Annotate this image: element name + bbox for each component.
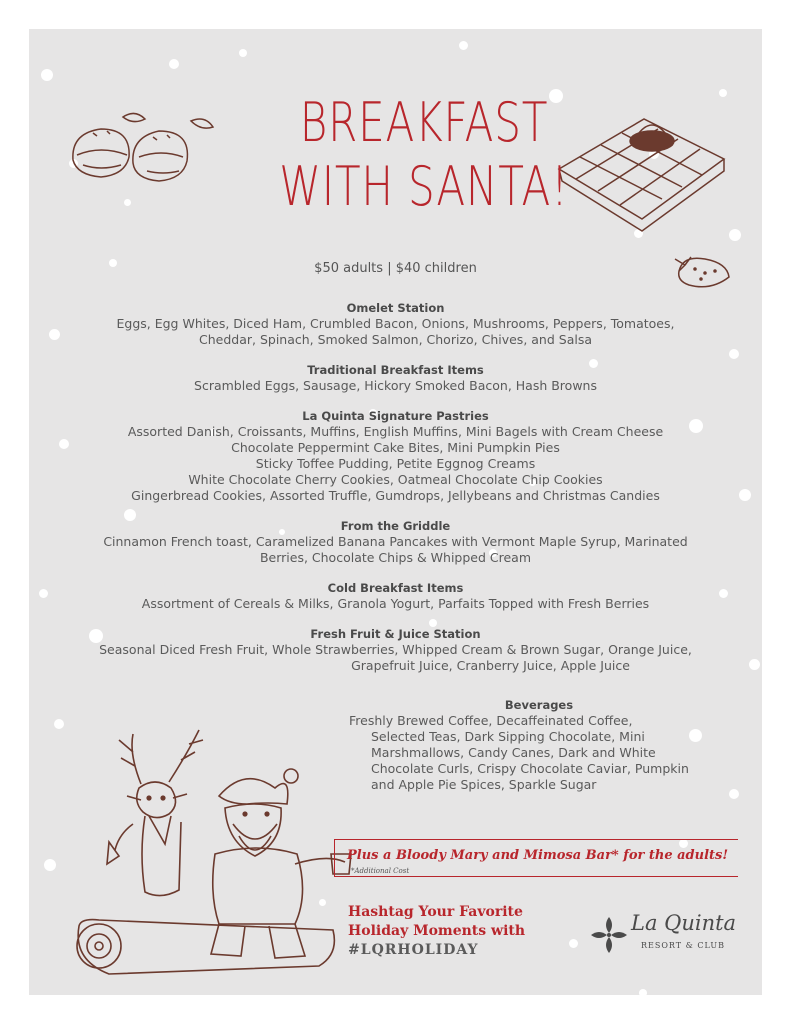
section-line: Assortment of Cereals & Milks, Granola Yogurt, Parfaits Topped with Fresh Berries bbox=[141, 596, 650, 611]
section-cold-breakfast bbox=[29, 581, 762, 612]
snow-dot bbox=[719, 89, 727, 97]
section-line: Selected Teas, Dark Sipping Chocolate, Mini bbox=[371, 729, 645, 744]
section-line: Cinnamon French toast, Caramelized Banana Pancakes with Vermont Maple Syrup, Marinated bbox=[103, 534, 688, 549]
snow-dot bbox=[169, 59, 179, 69]
section-line: Chocolate Curls, Crispy Chocolate Caviar, Pumpkin bbox=[371, 761, 689, 776]
section-title: Cold Breakfast Items bbox=[327, 581, 464, 595]
snow-dot bbox=[41, 69, 53, 81]
santa-reindeer-illustration bbox=[69, 704, 359, 989]
muffins-illustration bbox=[63, 105, 223, 195]
section-line: Grapefruit Juice, Cranberry Juice, Apple Juice bbox=[351, 658, 630, 673]
logo-subtitle: RESORT & CLUB bbox=[641, 941, 725, 950]
price-line: $50 adults | $40 children bbox=[314, 261, 477, 276]
logo-name: La Quinta bbox=[631, 911, 737, 935]
snow-dot bbox=[729, 789, 739, 799]
bar-callout bbox=[334, 839, 738, 877]
section-title: Fresh Fruit & Juice Station bbox=[310, 627, 481, 641]
snow-dot bbox=[44, 859, 56, 871]
waffle-illustration bbox=[554, 109, 734, 239]
section-title: Beverages bbox=[504, 698, 574, 712]
snow-dot bbox=[54, 719, 64, 729]
section-traditional-breakfast bbox=[29, 363, 762, 394]
section-line: and Apple Pie Spices, Sparkle Sugar bbox=[371, 777, 597, 792]
flower-logo-icon bbox=[589, 915, 629, 955]
section-title: Traditional Breakfast Items bbox=[307, 363, 484, 377]
section-griddle bbox=[29, 519, 762, 566]
title-line-1: BREAKFAST bbox=[299, 91, 549, 154]
section-fruit-juice bbox=[29, 627, 762, 674]
bar-note: *Additional Cost bbox=[351, 867, 410, 875]
la-quinta-logo bbox=[589, 909, 739, 969]
section-line: Marshmallows, Candy Canes, Dark and White bbox=[371, 745, 656, 760]
snow-dot bbox=[639, 989, 647, 995]
menu-sections bbox=[29, 301, 762, 689]
section-line: Chocolate Peppermint Cake Bites, Mini Pumpkin Pies bbox=[231, 440, 560, 455]
section-title: La Quinta Signature Pastries bbox=[302, 409, 489, 423]
hashtag-block bbox=[348, 903, 578, 960]
menu-sheet bbox=[29, 29, 762, 995]
section-line: Freshly Brewed Coffee, Decaffeinated Coffee, bbox=[349, 713, 633, 728]
section-signature-pastries bbox=[29, 409, 762, 504]
snow-dot bbox=[459, 41, 468, 50]
section-line: Sticky Toffee Pudding, Petite Eggnog Creams bbox=[255, 456, 536, 471]
hashtag-line-2: Holiday Moments with bbox=[348, 923, 526, 939]
section-beverages bbox=[349, 698, 704, 793]
section-line: Cheddar, Spinach, Smoked Salmon, Chorizo, Chives, and Salsa bbox=[199, 332, 592, 347]
section-title: From the Griddle bbox=[340, 519, 451, 533]
title-line-2: WITH SANTA! bbox=[279, 155, 569, 218]
hashtag-tag: #LQRHOLIDAY bbox=[348, 942, 479, 958]
hashtag-line-1: Hashtag Your Favorite bbox=[348, 904, 523, 920]
section-line: Seasonal Diced Fresh Fruit, Whole Strawberries, Whipped Cream & Brown Sugar, Orange Juice, bbox=[99, 642, 692, 657]
section-title: Omelet Station bbox=[346, 301, 445, 315]
section-line: Eggs, Egg Whites, Diced Ham, Crumbled Bacon, Onions, Mushrooms, Peppers, Tomatoes, bbox=[116, 316, 675, 331]
snow-dot bbox=[124, 199, 131, 206]
section-line: Scrambled Eggs, Sausage, Hickory Smoked Bacon, Hash Browns bbox=[194, 378, 597, 393]
bar-text: Plus a Bloody Mary and Mimosa Bar* for the adults! bbox=[347, 848, 729, 863]
section-line: Assorted Danish, Croissants, Muffins, English Muffins, Mini Bagels with Cream Cheese bbox=[127, 424, 664, 439]
section-omelet-station bbox=[29, 301, 762, 348]
page-title bbox=[272, 91, 576, 219]
section-line: White Chocolate Cherry Cookies, Oatmeal Chocolate Chip Cookies bbox=[188, 472, 603, 487]
section-line: Gingerbread Cookies, Assorted Truffle, Gumdrops, Jellybeans and Christmas Candies bbox=[131, 488, 660, 503]
section-line: Berries, Chocolate Chips & Whipped Cream bbox=[259, 550, 532, 565]
snow-dot bbox=[239, 49, 247, 57]
